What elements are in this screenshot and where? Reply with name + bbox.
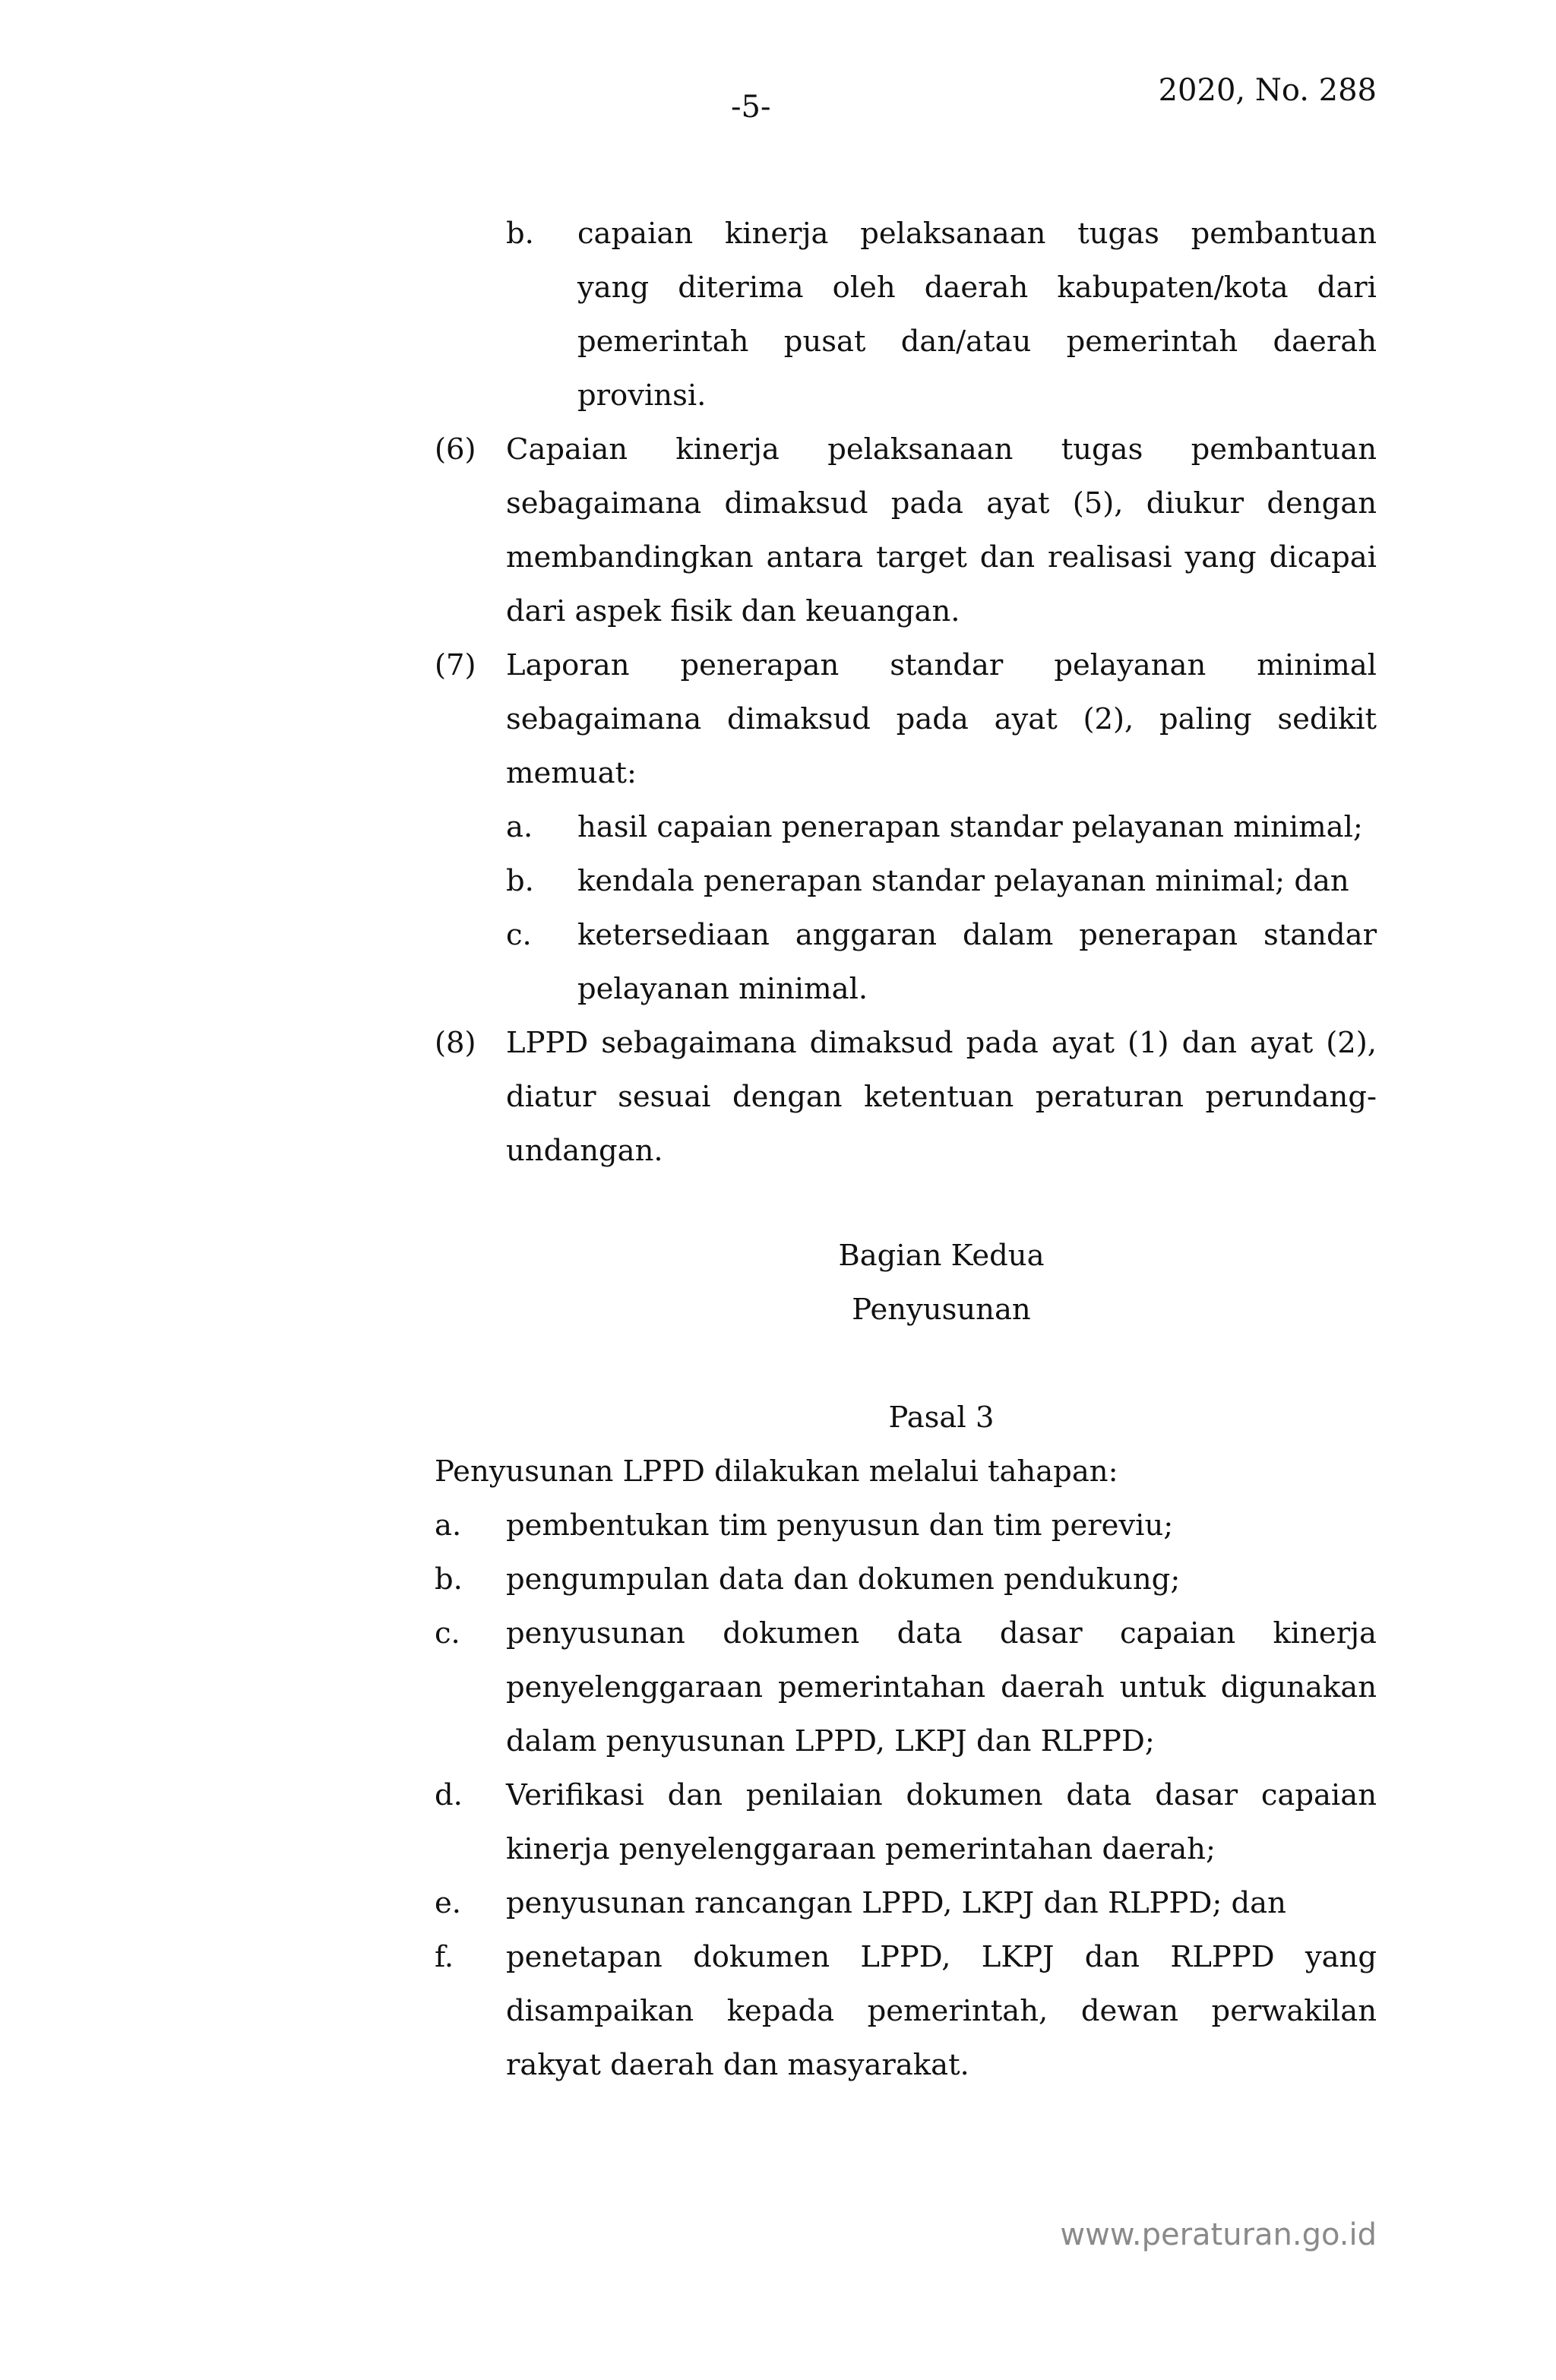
list-item-text — [577, 908, 1377, 1016]
list-item-text — [577, 800, 1377, 854]
text-line: undangan. — [506, 1134, 663, 1168]
text-line: dalam penyusunan LPPD, LKPJ dan RLPPD; — [506, 1724, 1155, 1758]
text-line: Verifikasi dan penilaian dokumen data dasar capaian — [506, 1778, 1377, 1812]
text-line: diatur sesuai dengan ketentuan peraturan perundang- — [506, 1080, 1377, 1114]
article-intro — [435, 1445, 1377, 1499]
page-number: -5- — [731, 90, 771, 125]
list-item-text — [506, 1930, 1377, 2092]
text-line: penetapan dokumen LPPD, LKPJ dan RLPPD yang — [506, 1940, 1377, 1974]
text-line: membandingkan antara target dan realisasi yang dicapai — [506, 540, 1377, 574]
text-line: rakyat daerah dan masyarakat. — [506, 2048, 969, 2082]
list-item-label: b. — [506, 864, 534, 898]
text-line: pembentukan tim penyusun dan tim pereviu; — [506, 1508, 1174, 1543]
footer-url: www.peraturan.go.id — [1060, 2217, 1377, 2252]
text-line: hasil capaian penerapan standar pelayanan minimal; — [577, 810, 1363, 844]
article-heading — [506, 1391, 1377, 1445]
section-title: Penyusunan — [852, 1293, 1031, 1327]
list-item-label: b. — [506, 217, 534, 251]
text-line: pengumpulan data dan dokumen pendukung; — [506, 1562, 1181, 1597]
list-item-label: e. — [435, 1886, 462, 1920]
paragraph-label: (8) — [435, 1026, 476, 1060]
list-item-text — [506, 1499, 1377, 1552]
list-item-text — [506, 1876, 1377, 1930]
list-item-label: c. — [435, 1616, 460, 1650]
text-line: sebagaimana dimaksud pada ayat (2), paling sedikit — [506, 702, 1377, 736]
text-line: penyusunan dokumen data dasar capaian kinerja — [506, 1616, 1377, 1650]
list-item-label: a. — [435, 1508, 462, 1543]
document-reference: 2020, No. 288 — [1158, 73, 1377, 108]
section-part: Bagian Kedua — [838, 1239, 1045, 1273]
section-heading — [506, 1229, 1377, 1337]
paragraph-label: (6) — [435, 432, 476, 467]
list-item-text — [506, 1768, 1377, 1876]
text-line: pemerintah pusat dan/atau pemerintah daerah — [577, 324, 1377, 359]
article-title: Pasal 3 — [888, 1400, 995, 1435]
text-line: capaian kinerja pelaksanaan tugas pembantuan — [577, 217, 1377, 251]
paragraph-text — [506, 1016, 1377, 1178]
text-line: pelayanan minimal. — [577, 972, 868, 1006]
list-item-label: d. — [435, 1778, 463, 1812]
list-item-label: b. — [435, 1562, 463, 1597]
text-line: dari aspek fisik dan keuangan. — [506, 594, 960, 628]
text-line: penyelenggaraan pemerintahan daerah untuk digunakan — [506, 1670, 1377, 1704]
text-line: yang diterima oleh daerah kabupaten/kota dari — [577, 271, 1377, 305]
paragraph-text — [506, 638, 1377, 800]
list-item-label: f. — [435, 1940, 454, 1974]
list-item-text — [506, 1552, 1377, 1606]
list-item-text — [577, 854, 1377, 908]
text-line: Penyusunan LPPD dilakukan melalui tahapan: — [435, 1454, 1118, 1489]
text-line: LPPD sebagaimana dimaksud pada ayat (1) dan ayat (2), — [506, 1026, 1377, 1060]
text-line: Capaian kinerja pelaksanaan tugas pembantuan — [506, 432, 1377, 467]
text-line: provinsi. — [577, 378, 707, 413]
list-item-label: c. — [506, 918, 532, 952]
text-line: memuat: — [506, 756, 637, 790]
text-line: kendala penerapan standar pelayanan minimal; dan — [577, 864, 1349, 898]
list-item-label: a. — [506, 810, 533, 844]
text-line: ketersediaan anggaran dalam penerapan standar — [577, 918, 1377, 952]
text-line: disampaikan kepada pemerintah, dewan perwakilan — [506, 1994, 1377, 2028]
text-line: penyusunan rancangan LPPD, LKPJ dan RLPPD; dan — [506, 1886, 1286, 1920]
list-item-text — [577, 207, 1377, 423]
paragraph-text — [506, 423, 1377, 638]
text-line: Laporan penerapan standar pelayanan minimal — [506, 648, 1377, 682]
text-line: kinerja penyelenggaraan pemerintahan daerah; — [506, 1832, 1216, 1866]
text-line: sebagaimana dimaksud pada ayat (5), diukur dengan — [506, 486, 1377, 521]
list-item-text — [506, 1606, 1377, 1768]
paragraph-label: (7) — [435, 648, 476, 682]
